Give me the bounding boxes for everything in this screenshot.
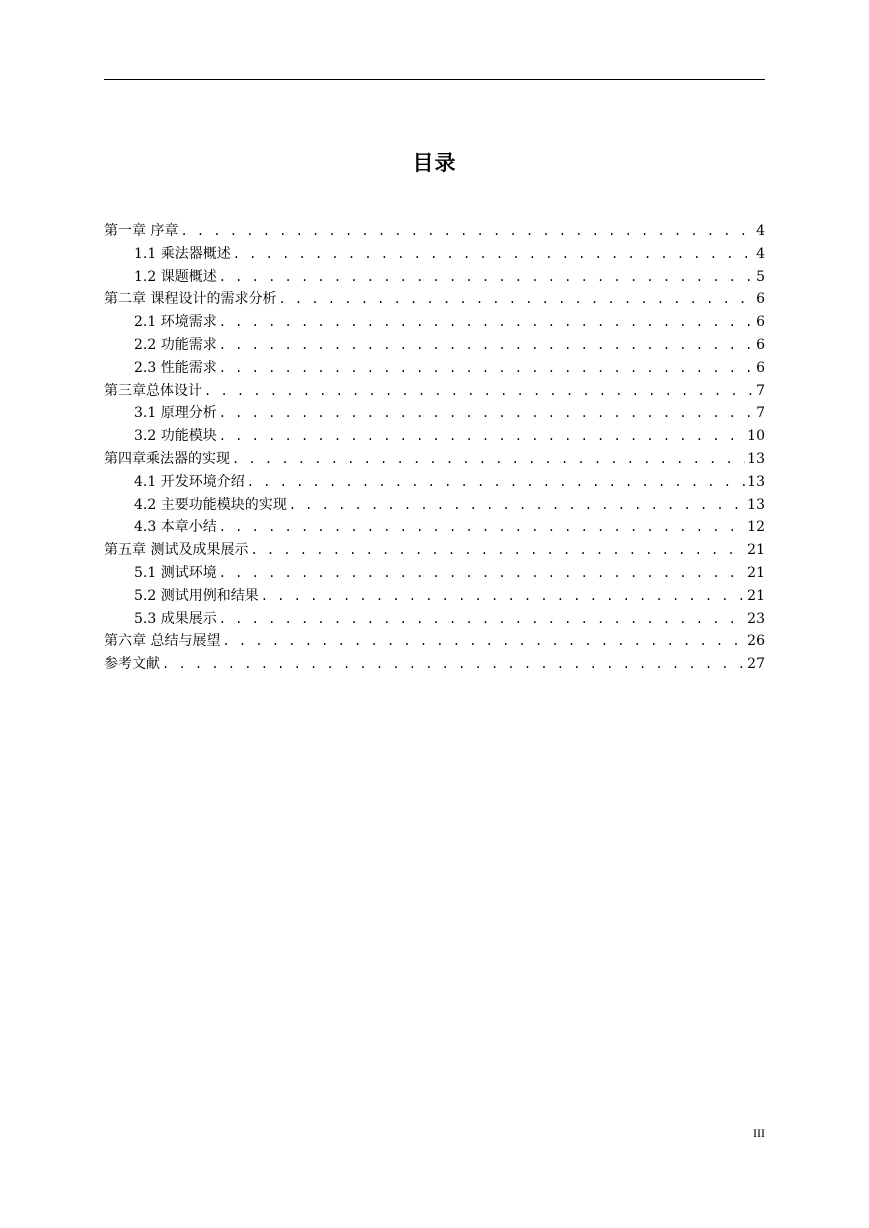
toc-entry-chapter-3[interactable] <box>104 380 765 403</box>
toc-entry-label: 2.3 性能需求 <box>134 359 217 376</box>
toc-entry-chapter-2[interactable] <box>104 288 765 311</box>
toc-dot-leader <box>232 448 745 471</box>
toc-entry-label: 第二章 课程设计的需求分析 <box>104 291 277 308</box>
toc-entry-page: 21 <box>747 587 765 604</box>
header-rule <box>104 79 765 80</box>
table-of-contents <box>104 220 765 676</box>
toc-entry-label: 4.1 开发环境介绍 <box>134 473 245 490</box>
toc-dot-leader <box>219 357 753 380</box>
toc-entry-page: 12 <box>747 519 765 536</box>
toc-entry-page: 27 <box>747 656 765 673</box>
toc-entry-label: 5.1 测试环境 <box>134 564 217 581</box>
toc-entry-section-2-3[interactable] <box>104 357 765 380</box>
toc-entry-label: 5.2 测试用例和结果 <box>134 587 259 604</box>
toc-dot-leader <box>219 425 745 448</box>
toc-entry-page: 10 <box>747 428 765 445</box>
page-title: 目录 <box>412 151 457 175</box>
toc-entry-page: 6 <box>756 336 765 353</box>
toc-entry-chapter-4[interactable] <box>104 448 765 471</box>
toc-entry-section-3-2[interactable] <box>104 425 765 448</box>
toc-dot-leader <box>162 653 745 676</box>
toc-dot-leader <box>278 288 753 311</box>
toc-entry-section-5-3[interactable] <box>104 608 765 631</box>
toc-dot-leader <box>222 630 745 653</box>
toc-dot-leader <box>247 471 745 494</box>
toc-dot-leader <box>233 243 753 266</box>
toc-entry-label: 3.2 功能模块 <box>134 428 217 445</box>
toc-entry-page: 6 <box>756 291 765 308</box>
toc-entry-label: 第一章 序章 <box>104 223 179 239</box>
toc-entry-chapter-5[interactable] <box>104 539 765 562</box>
toc-entry-page: 21 <box>747 542 765 559</box>
toc-entry-label: 4.3 本章小结 <box>134 519 217 536</box>
toc-entry-page: 6 <box>756 359 765 376</box>
toc-dot-leader <box>219 516 745 539</box>
toc-entry-label: 参考文献 <box>104 656 160 673</box>
toc-entry-label: 1.1 乘法器概述 <box>134 245 231 262</box>
toc-entry-page: 7 <box>756 405 765 422</box>
toc-entry-label: 2.1 环境需求 <box>134 314 217 331</box>
toc-dot-leader <box>219 608 745 631</box>
toc-entry-label: 第六章 总结与展望 <box>104 633 221 650</box>
toc-entry-section-5-1[interactable] <box>104 562 765 585</box>
toc-dot-leader <box>219 402 753 425</box>
toc-entry-label: 2.2 功能需求 <box>134 336 217 353</box>
toc-entry-section-3-1[interactable] <box>104 402 765 425</box>
toc-entry-references[interactable] <box>104 653 765 676</box>
toc-entry-section-4-1[interactable] <box>104 471 765 494</box>
toc-entry-label: 1.2 课题概述 <box>134 268 217 285</box>
toc-entry-chapter-6[interactable] <box>104 630 765 653</box>
toc-entry-label: 5.3 成果展示 <box>134 610 217 627</box>
toc-dot-leader <box>289 494 745 517</box>
page-number: III <box>753 1126 765 1140</box>
toc-entry-page: 26 <box>747 633 765 650</box>
toc-entry-page: 13 <box>747 496 765 513</box>
toc-dot-leader <box>204 380 753 403</box>
toc-dot-leader <box>250 539 745 562</box>
toc-entry-page: 21 <box>747 564 765 581</box>
toc-entry-page: 4 <box>756 245 765 262</box>
toc-entry-page: 13 <box>747 473 765 490</box>
toc-dot-leader <box>219 266 753 289</box>
toc-entry-section-4-2[interactable] <box>104 494 765 517</box>
toc-entry-page: 7 <box>756 382 765 399</box>
toc-entry-section-2-2[interactable] <box>104 334 765 357</box>
toc-entry-label: 第三章总体设计 <box>104 382 202 399</box>
toc-dot-leader <box>219 311 753 334</box>
toc-entry-page: 5 <box>756 268 765 285</box>
toc-dot-leader <box>219 562 745 585</box>
toc-entry-label: 4.2 主要功能模块的实现 <box>134 496 287 513</box>
toc-entry-page: 6 <box>756 314 765 331</box>
toc-entry-label: 第四章乘法器的实现 <box>104 450 230 467</box>
toc-dot-leader <box>180 220 753 243</box>
toc-entry-chapter-1[interactable] <box>104 220 765 243</box>
toc-entry-section-2-1[interactable] <box>104 311 765 334</box>
toc-entry-section-1-1[interactable] <box>104 243 765 266</box>
toc-dot-leader <box>219 334 753 357</box>
toc-entry-page: 13 <box>747 450 765 467</box>
toc-entry-label: 第五章 测试及成果展示 <box>104 542 249 559</box>
toc-entry-page: 23 <box>747 610 765 627</box>
toc-entry-section-4-3[interactable] <box>104 516 765 539</box>
toc-entry-label: 3.1 原理分析 <box>134 405 217 422</box>
toc-dot-leader <box>261 585 745 608</box>
toc-entry-section-1-2[interactable] <box>104 266 765 289</box>
toc-entry-section-5-2[interactable] <box>104 585 765 608</box>
toc-entry-page: 4 <box>756 223 765 239</box>
